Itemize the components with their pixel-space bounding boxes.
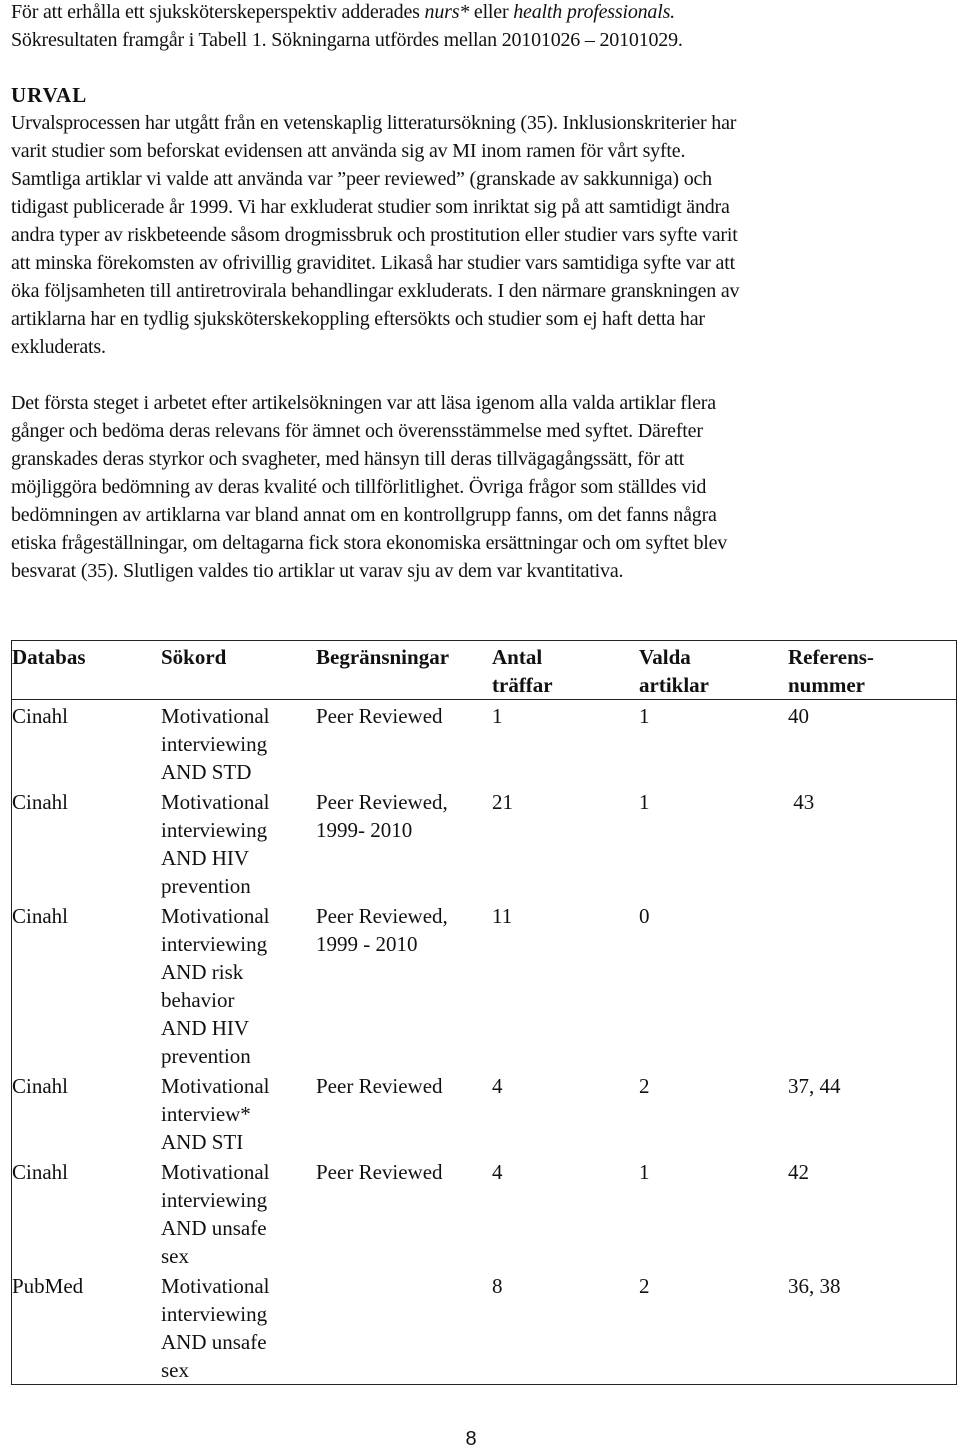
table-body xyxy=(12,700,957,1385)
cell-database xyxy=(12,1156,162,1270)
header-database xyxy=(12,641,162,700)
table-row xyxy=(12,786,957,900)
header-hit-count xyxy=(492,641,639,700)
cell-search-terms xyxy=(161,786,316,900)
cell-line: Peer Reviewed, xyxy=(316,904,448,928)
cell-line: Motivational xyxy=(161,1274,270,1298)
text-line: Samtliga artiklar vi valde att använda var ”peer reviewed” (granskade av sakkunniga) och xyxy=(11,168,712,190)
search-term: health professionals. xyxy=(513,1,675,23)
text-line: varit studier som beforskat evidensen att använda sig av MI inom ramen för vårt syfte. xyxy=(11,140,686,162)
table-row xyxy=(12,700,957,787)
header-line: Sökord xyxy=(161,645,227,669)
cell-line: AND HIV xyxy=(161,846,250,870)
cell-line: interviewing xyxy=(161,732,268,756)
cell-database xyxy=(12,786,162,900)
cell-hit-count xyxy=(492,1156,639,1270)
header-reference-numbers xyxy=(788,641,957,700)
text-line: tidigast publicerade år 1999. Vi har exkluderat studier som inriktat sig på att samtidigt ändra xyxy=(11,196,730,218)
cell-line: 21 xyxy=(492,790,513,814)
cell-line: 1999- 2010 xyxy=(316,818,413,842)
cell-line: AND risk xyxy=(161,960,244,984)
cell-line: prevention xyxy=(161,874,251,898)
cell-line: 1 xyxy=(639,790,650,814)
text-line: öka följsamheten till antiretrovirala behandlingar exkluderats. I den närmare granskningen av xyxy=(11,280,740,302)
table-row xyxy=(12,1156,957,1270)
text-line: möjliggöra bedömning av deras kvalité och tillförlitlighet. Övriga frågor som ställdes vid xyxy=(11,476,707,498)
cell-reference-numbers xyxy=(788,900,957,1070)
cell-line: Motivational xyxy=(161,1160,270,1184)
cell-line: Cinahl xyxy=(12,1074,68,1098)
text-line: artiklarna har en tydlig sjuksköterskekoppling eftersökts och studier som ej haft detta har xyxy=(11,308,705,330)
cell-line: PubMed xyxy=(12,1274,84,1298)
cell-line: interviewing xyxy=(161,1302,268,1326)
cell-line: Motivational xyxy=(161,904,270,928)
text-line: Urvalsprocessen har utgått från en vetenskaplig litteratursökning (35). Inklusionskriterier har xyxy=(11,112,737,134)
table-header xyxy=(12,641,957,700)
cell-line: 40 xyxy=(788,704,809,728)
cell-reference-numbers xyxy=(788,1070,957,1156)
text-line: granskades deras styrkor och svagheter, med hänsyn till deras tillvägagångssätt, för att xyxy=(11,448,685,470)
cell-line: sex xyxy=(161,1244,189,1268)
cell-line: Cinahl xyxy=(12,904,68,928)
cell-line: Cinahl xyxy=(12,704,68,728)
cell-line: interviewing xyxy=(161,932,268,956)
text-span: eller xyxy=(469,1,514,23)
header-limitations xyxy=(316,641,492,700)
cell-limitations xyxy=(316,700,492,787)
cell-line: Motivational xyxy=(161,704,270,728)
cell-line: 36, 38 xyxy=(788,1274,841,1298)
cell-hit-count xyxy=(492,900,639,1070)
cell-line: Peer Reviewed xyxy=(316,1074,443,1098)
cell-selected-articles xyxy=(639,900,788,1070)
text-line: bedömningen av artiklarna var bland annat om en kontrollgrupp fanns, om det fanns några xyxy=(11,504,717,526)
cell-search-terms xyxy=(161,700,316,787)
cell-selected-articles xyxy=(639,1070,788,1156)
cell-hit-count xyxy=(492,786,639,900)
page-number: 8 xyxy=(465,1428,477,1450)
table-row xyxy=(12,900,957,1070)
cell-line: Peer Reviewed xyxy=(316,704,443,728)
text-line: andra typer av riskbeteende såsom drogmissbruk och prostitution eller studier vars syfte varit xyxy=(11,224,738,246)
cell-line: AND unsafe xyxy=(161,1330,267,1354)
cell-limitations xyxy=(316,786,492,900)
cell-line: AND HIV xyxy=(161,1016,250,1040)
intro-paragraph xyxy=(11,0,683,54)
header-line: Valda xyxy=(639,645,691,669)
header-search-terms xyxy=(161,641,316,700)
cell-line: interviewing xyxy=(161,1188,268,1212)
text-line: exkluderats. xyxy=(11,336,106,358)
cell-line: Motivational xyxy=(161,1074,270,1098)
cell-line: 8 xyxy=(492,1274,503,1298)
cell-hit-count xyxy=(492,700,639,787)
cell-line: 11 xyxy=(492,904,513,928)
cell-line: 1 xyxy=(639,704,650,728)
cell-reference-numbers xyxy=(788,1156,957,1270)
cell-line: interview* xyxy=(161,1102,251,1126)
text-line: att minska förekomsten av ofrivillig graviditet. Likaså har studier vars samtidiga syfte var att xyxy=(11,252,735,274)
cell-selected-articles xyxy=(639,700,788,787)
cell-line: prevention xyxy=(161,1044,251,1068)
cell-line: AND STD xyxy=(161,760,252,784)
cell-search-terms xyxy=(161,1156,316,1270)
cell-selected-articles xyxy=(639,1156,788,1270)
cell-line: interviewing xyxy=(161,818,268,842)
cell-line: Cinahl xyxy=(12,790,68,814)
cell-line: behavior xyxy=(161,988,235,1012)
text-line xyxy=(11,0,683,26)
text-line: besvarat (35). Slutligen valdes tio artiklar ut varav sju av dem var kvantitativa. xyxy=(11,560,624,582)
cell-reference-numbers xyxy=(788,786,957,900)
header-line: träffar xyxy=(492,673,553,697)
search-results-table xyxy=(11,640,957,1385)
cell-limitations xyxy=(316,1070,492,1156)
cell-reference-numbers xyxy=(788,700,957,787)
cell-line: Peer Reviewed, xyxy=(316,790,448,814)
cell-line: 1 xyxy=(639,1160,650,1184)
text-line: Sökresultaten framgår i Tabell 1. Sökningarna utfördes mellan 20101026 – 20101029. xyxy=(11,29,683,51)
cell-line: 4 xyxy=(492,1160,503,1184)
cell-hit-count xyxy=(492,1070,639,1156)
cell-database xyxy=(12,700,162,787)
cell-line: 43 xyxy=(788,790,815,814)
cell-line: AND unsafe xyxy=(161,1216,267,1240)
cell-line: AND STI xyxy=(161,1130,244,1154)
search-term: nurs* xyxy=(424,1,470,23)
cell-line: sex xyxy=(161,1358,189,1382)
table-row xyxy=(12,1070,957,1156)
cell-line: 4 xyxy=(492,1074,503,1098)
cell-selected-articles xyxy=(639,786,788,900)
header-line: Referens- xyxy=(788,645,874,669)
cell-line: Peer Reviewed xyxy=(316,1160,443,1184)
cell-line: 0 xyxy=(639,904,650,928)
cell-line: 1 xyxy=(492,704,503,728)
cell-line: 42 xyxy=(788,1160,809,1184)
header-line: artiklar xyxy=(639,673,709,697)
section-heading: URVAL xyxy=(11,83,88,107)
selection-paragraph xyxy=(11,109,739,361)
cell-line: 2 xyxy=(639,1274,650,1298)
header-line: Begränsningar xyxy=(316,645,450,669)
cell-database xyxy=(12,1270,162,1385)
table-header-row xyxy=(12,641,957,700)
cell-reference-numbers xyxy=(788,1270,957,1385)
cell-selected-articles xyxy=(639,1270,788,1385)
cell-search-terms xyxy=(161,1070,316,1156)
text-line: Det första steget i arbetet efter artikelsökningen var att läsa igenom alla valda artiklar flera xyxy=(11,392,716,414)
cell-limitations xyxy=(316,900,492,1070)
cell-line: 37, 44 xyxy=(788,1074,841,1098)
cell-hit-count xyxy=(492,1270,639,1385)
cell-line: 2 xyxy=(639,1074,650,1098)
cell-limitations xyxy=(316,1156,492,1270)
cell-line: Motivational xyxy=(161,790,270,814)
text-span: För att erhålla ett sjuksköterskeperspektiv adderades xyxy=(11,1,425,23)
cell-limitations xyxy=(316,1270,492,1385)
header-line: Antal xyxy=(492,645,543,669)
cell-search-terms xyxy=(161,900,316,1070)
table-row xyxy=(12,1270,957,1385)
cell-database xyxy=(12,900,162,1070)
text-line: gånger och bedöma deras relevans för ämnet och överensstämmelse med syftet. Därefter xyxy=(11,420,703,442)
cell-database xyxy=(12,1070,162,1156)
cell-line: 1999 - 2010 xyxy=(316,932,418,956)
header-line: nummer xyxy=(788,673,865,697)
header-selected-articles xyxy=(639,641,788,700)
cell-line: Cinahl xyxy=(12,1160,68,1184)
header-line: Databas xyxy=(12,645,86,669)
text-line: etiska frågeställningar, om deltagarna fick stora ekonomiska ersättningar och om syftet blev xyxy=(11,532,728,554)
review-paragraph xyxy=(11,389,727,585)
cell-search-terms xyxy=(161,1270,316,1385)
